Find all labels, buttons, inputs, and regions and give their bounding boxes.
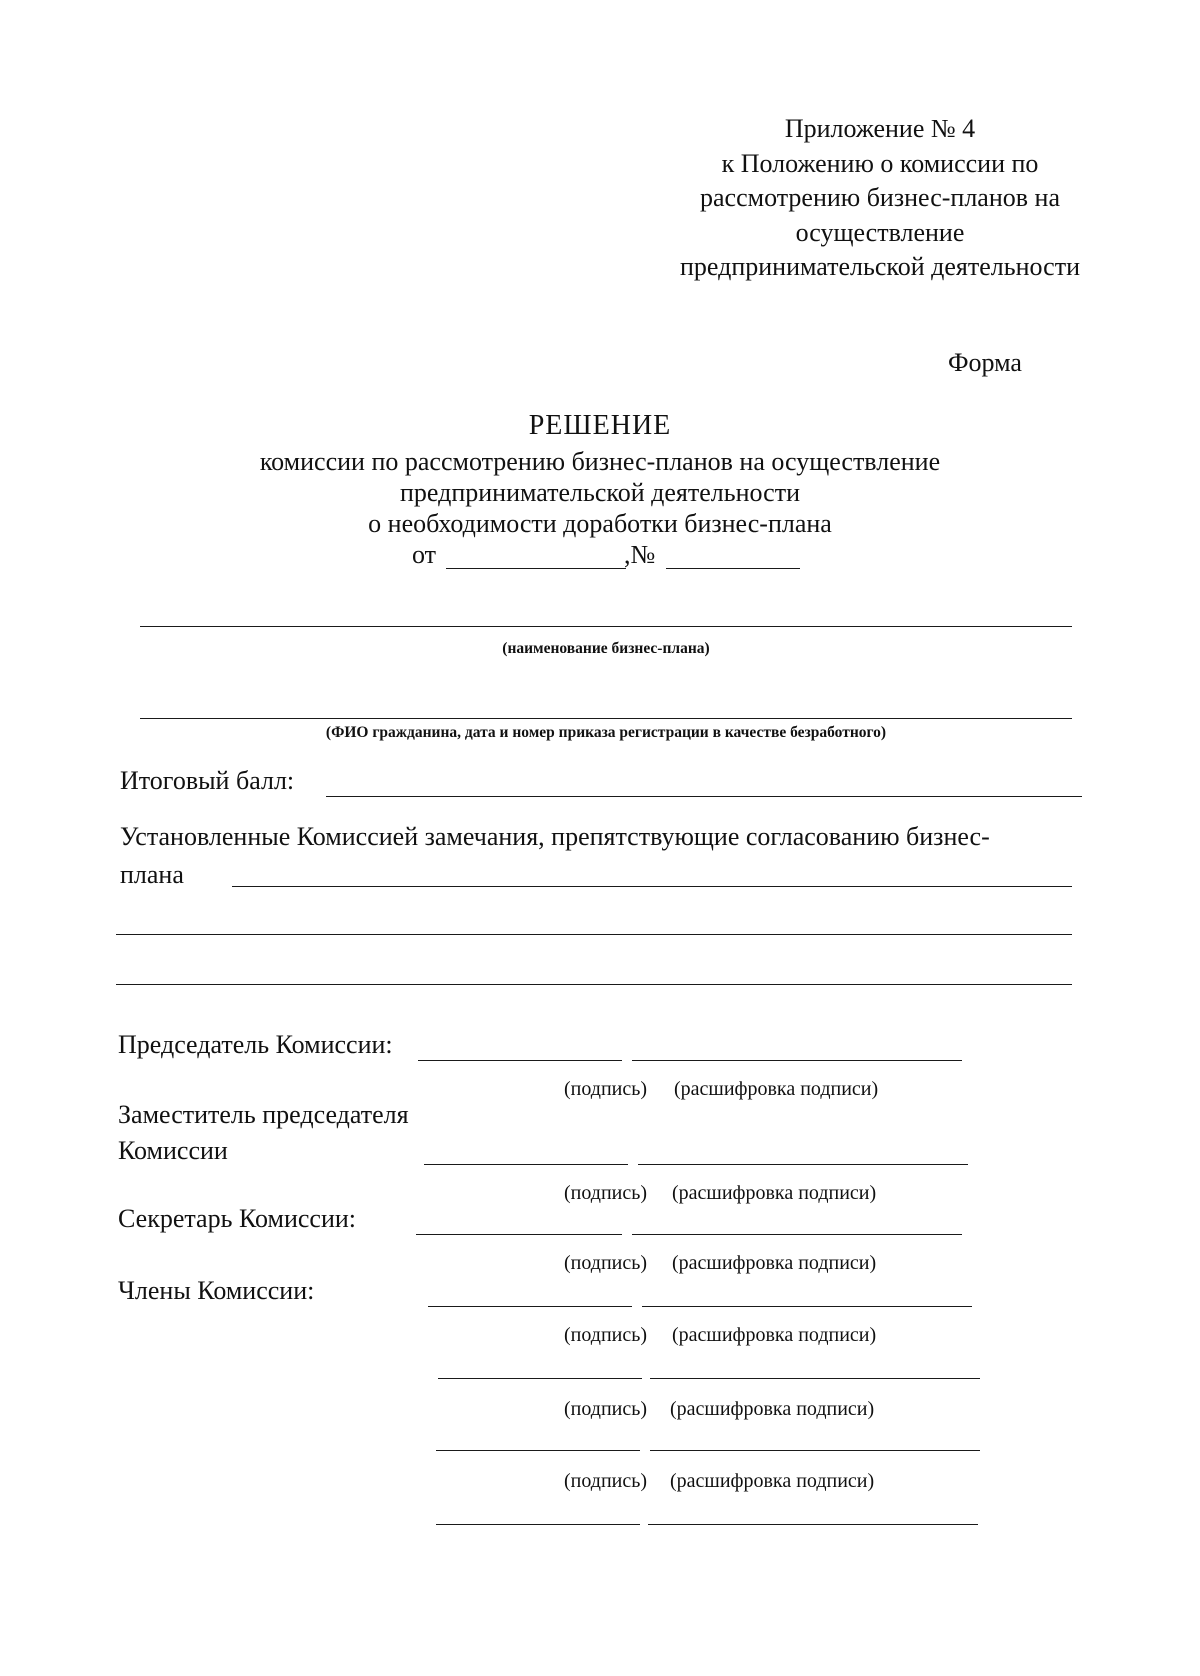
chairman-signature-field[interactable] [418, 1060, 622, 1061]
signature-decoding-caption: (расшифровка подписи) [670, 1398, 875, 1420]
number-field[interactable] [666, 568, 800, 569]
signature-decoding-caption: (расшифровка подписи) [672, 1324, 877, 1346]
subtitle-line: о необходимости доработки бизнес-плана [368, 509, 832, 538]
appendix-header [600, 112, 1160, 285]
signature-caption: (подпись) [564, 1078, 648, 1100]
members-label: Члены Комиссии: [118, 1276, 315, 1305]
signature-decoding-caption: (расшифровка подписи) [672, 1182, 877, 1204]
remarks-field-line[interactable] [232, 886, 1072, 887]
business-plan-name-field[interactable] [140, 626, 1072, 627]
total-score-field[interactable] [326, 796, 1082, 797]
remarks-field-line[interactable] [116, 934, 1072, 935]
number-label: ,№ [624, 540, 656, 569]
member-decoding-field[interactable] [650, 1378, 980, 1379]
deputy-label-line2: Комиссии [118, 1136, 228, 1165]
business-plan-caption: (наименование бизнес-плана) [502, 640, 710, 657]
signature-caption: (подпись) [564, 1470, 648, 1492]
remarks-label-line2: плана [120, 860, 184, 889]
secretary-label: Секретарь Комиссии: [118, 1204, 356, 1233]
signature-decoding-caption: (расшифровка подписи) [674, 1078, 879, 1100]
document-title: РЕШЕНИЕ [528, 410, 672, 441]
date-from-label: от [412, 540, 437, 569]
deputy-signature-field[interactable] [424, 1164, 628, 1165]
appendix-line: к Положению о комиссии по [721, 148, 1039, 178]
secretary-signature-field[interactable] [416, 1234, 622, 1235]
signature-caption: (подпись) [564, 1398, 648, 1420]
subtitle-line: предпринимательской деятельности [400, 478, 800, 507]
appendix-line: Приложение № 4 [784, 114, 976, 143]
member-decoding-field[interactable] [650, 1450, 980, 1451]
document-subtitle [0, 446, 1200, 539]
member-signature-field[interactable] [436, 1450, 640, 1451]
total-score-label: Итоговый балл: [120, 766, 295, 795]
signature-caption: (подпись) [564, 1252, 648, 1274]
deputy-label-line1: Заместитель председателя [118, 1100, 409, 1129]
deputy-decoding-field[interactable] [638, 1164, 968, 1165]
appendix-line: осуществление [795, 217, 965, 247]
signature-caption: (подпись) [564, 1182, 648, 1204]
member-decoding-field[interactable] [642, 1306, 972, 1307]
member-signature-field[interactable] [428, 1306, 632, 1307]
appendix-line: предпринимательской деятельности [680, 252, 1080, 281]
member-signature-field[interactable] [438, 1378, 642, 1379]
chairman-label: Председатель Комиссии: [118, 1030, 393, 1059]
member-decoding-field[interactable] [648, 1524, 978, 1525]
secretary-decoding-field[interactable] [632, 1234, 962, 1235]
date-field[interactable] [446, 568, 626, 569]
signature-decoding-caption: (расшифровка подписи) [672, 1252, 877, 1274]
form-label: Форма [948, 348, 1022, 377]
remarks-field-line[interactable] [116, 984, 1072, 985]
appendix-line: рассмотрению бизнес-планов на [700, 183, 1060, 212]
signature-caption: (подпись) [564, 1324, 648, 1346]
member-signature-field[interactable] [436, 1524, 640, 1525]
citizen-info-field[interactable] [140, 718, 1072, 719]
subtitle-line: комиссии по рассмотрению бизнес-планов на осуществление [259, 447, 941, 476]
citizen-caption: (ФИО гражданина, дата и номер приказа регистрации в качестве безработного) [325, 724, 887, 741]
chairman-decoding-field[interactable] [632, 1060, 962, 1061]
remarks-label-line1: Установленные Комиссией замечания, препятствующие согласованию бизнес- [120, 822, 990, 851]
signature-decoding-caption: (расшифровка подписи) [670, 1470, 875, 1492]
